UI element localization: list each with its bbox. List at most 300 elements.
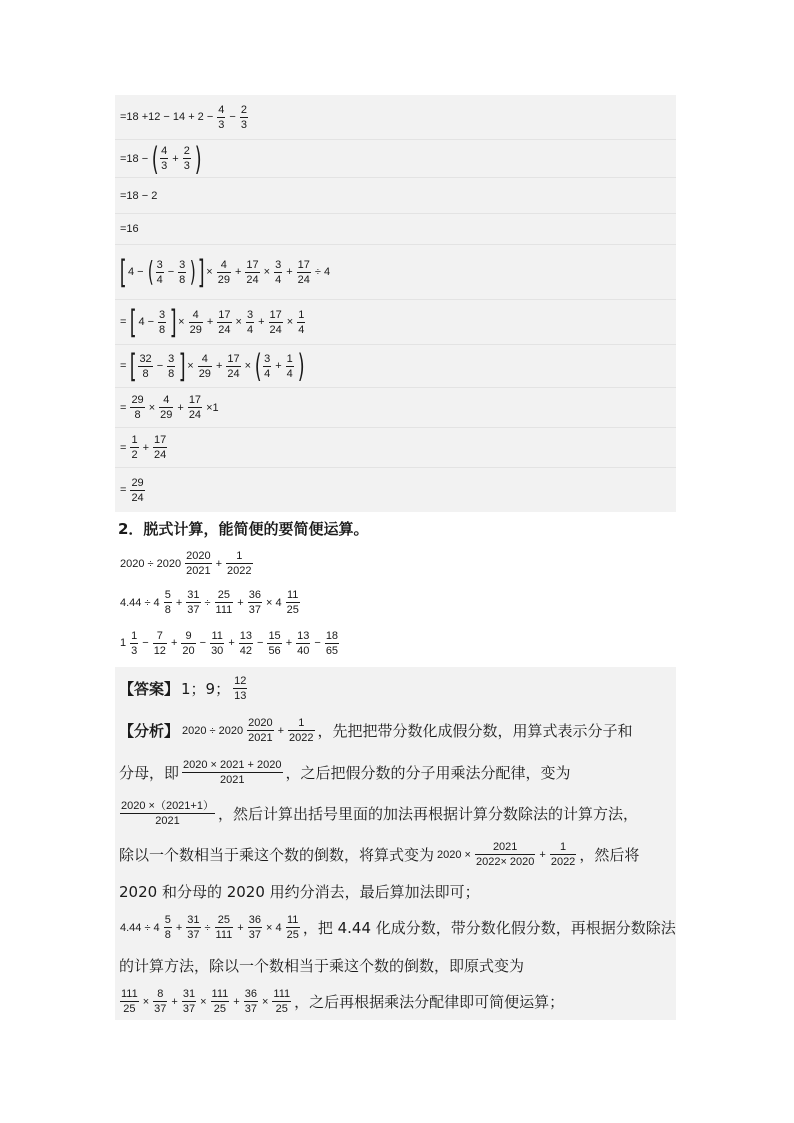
math-text: × 4 <box>265 596 282 609</box>
step-row <box>115 140 676 178</box>
denominator: 30 <box>211 644 224 657</box>
math-text: + <box>275 360 282 372</box>
denominator: 4 <box>275 273 282 286</box>
math-text: − <box>167 266 175 278</box>
math-text: = <box>120 441 127 454</box>
denominator: 3 <box>161 160 168 172</box>
math-text: × <box>244 360 252 372</box>
prose-text: 2020 和分母的 2020 用约分消去，最后算加法即可； <box>119 882 480 901</box>
denominator: 24 <box>269 323 282 336</box>
numerator: 3 <box>159 308 166 321</box>
fraction <box>248 914 262 941</box>
numerator: 3 <box>246 308 254 321</box>
numerator: 31 <box>187 914 200 926</box>
numerator: 4 <box>218 103 225 116</box>
question-section <box>115 512 676 664</box>
math-text: 4.44 ÷ 4 <box>120 596 160 609</box>
denominator: 37 <box>182 1003 196 1015</box>
numerator: 25 <box>217 914 231 926</box>
fraction <box>130 630 138 657</box>
math-text: × 4 <box>265 921 282 934</box>
denominator: 65 <box>325 644 339 657</box>
denominator: 29 <box>160 409 173 421</box>
math-text: =18 +12 − 14 + 2 − <box>120 111 214 123</box>
math-text: + <box>258 316 265 328</box>
numerator: 111 <box>121 988 138 1000</box>
numerator: 3 <box>156 258 163 271</box>
answer-row <box>115 834 676 875</box>
numerator: 11 <box>211 629 223 642</box>
fraction <box>130 434 138 461</box>
prose-text: ，之后把假分数的分子用乘法分配律，变为 <box>285 763 571 782</box>
fraction <box>138 353 152 380</box>
fraction <box>153 434 167 461</box>
fraction <box>233 675 247 702</box>
denominator: 4 <box>286 367 293 380</box>
answer-row <box>115 875 676 907</box>
numerator: 17 <box>269 308 282 321</box>
math-text: × <box>206 266 213 278</box>
bracket-group <box>253 347 305 385</box>
fraction <box>244 988 258 1015</box>
fraction <box>267 630 281 657</box>
step-row <box>115 388 676 428</box>
denominator: 12 <box>153 644 166 657</box>
close-bracket: ) <box>194 140 202 178</box>
fraction <box>181 630 195 657</box>
fraction <box>188 394 202 421</box>
denominator: 24 <box>188 409 202 421</box>
prose-text: 除以一个数相当于乘这个数的倒数，将算式变为 <box>119 846 435 864</box>
numerator: 2 <box>240 103 247 116</box>
bracket-group <box>118 253 205 291</box>
math-text: + <box>172 152 179 165</box>
numerator: 5 <box>164 914 171 926</box>
fraction <box>245 259 259 286</box>
open-bracket: ( <box>151 140 159 178</box>
math-text: ÷ 4 <box>314 266 331 278</box>
step-row <box>115 468 676 512</box>
fraction <box>159 394 173 421</box>
prose-text: ，先把把带分数化成假分数，用算式表示分子和 <box>317 722 633 740</box>
open-bracket: ( <box>254 347 262 385</box>
numerator: 2020 ×（2021+1） <box>121 800 214 812</box>
open-bracket: [ <box>130 347 138 385</box>
numerator: 32 <box>139 352 152 365</box>
fraction <box>182 988 196 1015</box>
math-text: 2020 ÷ 2020 <box>120 557 182 570</box>
numerator: 29 <box>131 394 144 406</box>
math-text: + <box>237 596 244 609</box>
numerator: 31 <box>182 988 196 1000</box>
math-text: × <box>142 995 150 1008</box>
close-bracket: ) <box>190 255 197 288</box>
numerator: 18 <box>325 629 339 642</box>
math-text: = <box>120 401 127 414</box>
fraction <box>246 309 254 336</box>
bracket-group <box>128 303 177 341</box>
prose-text: 分母，即 <box>119 763 180 782</box>
fraction <box>274 259 282 286</box>
numerator: 3 <box>168 352 175 365</box>
fraction <box>240 104 248 131</box>
numerator: 15 <box>268 629 281 642</box>
fraction <box>215 914 234 941</box>
prose-text: ，之后再根据乘法分配律即可简便运算； <box>294 993 565 1011</box>
math-text: + <box>171 995 178 1008</box>
denominator: 37 <box>154 1003 167 1015</box>
numerator: 12 <box>234 675 247 687</box>
denominator: 8 <box>179 273 186 286</box>
math-text: 2020 × <box>437 848 471 861</box>
denominator: 3 <box>131 644 138 657</box>
numerator: 17 <box>246 258 259 271</box>
fraction <box>272 988 291 1015</box>
denominator: 40 <box>297 644 310 657</box>
fraction <box>130 394 144 421</box>
step-row <box>115 95 676 140</box>
answer-row <box>115 983 676 1020</box>
numerator: 2021 <box>492 841 518 853</box>
fraction <box>296 630 310 657</box>
step-row <box>115 178 676 214</box>
denominator: 4 <box>298 323 305 336</box>
numerator: 13 <box>239 629 252 642</box>
fraction <box>325 630 339 657</box>
denominator: 25 <box>286 604 299 616</box>
math-text: − <box>314 637 321 649</box>
answer-row <box>115 667 676 710</box>
math-text: + <box>539 848 546 861</box>
math-text: + <box>142 441 149 454</box>
denominator: 24 <box>154 449 167 461</box>
math-text: − <box>229 111 236 123</box>
open-bracket: [ <box>130 303 138 341</box>
fraction <box>226 550 252 577</box>
bracket-content <box>126 255 197 288</box>
numerator: 3 <box>264 352 271 365</box>
bracket-group <box>146 255 197 288</box>
denominator: 25 <box>272 1001 291 1015</box>
numerator: 3 <box>275 258 282 271</box>
fraction <box>211 988 230 1015</box>
numerator: 4 <box>220 258 227 271</box>
denominator: 4 <box>246 323 254 336</box>
math-text: × <box>261 995 269 1008</box>
fraction <box>248 589 262 616</box>
denominator: 29 <box>198 367 211 380</box>
math-text: × <box>187 360 194 372</box>
numerator: 4 <box>192 308 199 321</box>
numerator: 1 <box>298 308 305 321</box>
math-text: = <box>120 484 127 496</box>
denominator: 13 <box>234 690 247 702</box>
close-bracket: ] <box>198 253 205 291</box>
denominator: 2021 <box>186 565 211 577</box>
fraction <box>263 353 271 380</box>
math-text: + <box>175 596 183 609</box>
denominator: 37 <box>187 929 200 941</box>
denominator: 25 <box>211 1001 230 1015</box>
denominator: 111 <box>215 929 233 941</box>
numerator: 1 <box>236 550 243 562</box>
denominator: 2022 <box>550 856 576 868</box>
step-row <box>115 214 676 245</box>
bracket-content <box>158 145 193 172</box>
numerator: 111 <box>273 988 291 1000</box>
fraction <box>226 353 240 380</box>
denominator: 20 <box>182 644 195 657</box>
denominator: 2021 <box>182 772 282 786</box>
math-text: =16 <box>120 223 139 235</box>
numerator: 1 <box>286 352 293 365</box>
fraction <box>189 309 203 336</box>
denominator: 2022 <box>227 565 252 577</box>
fraction <box>130 477 144 504</box>
denominator: 4 <box>156 273 163 286</box>
numerator: 3 <box>179 258 186 271</box>
math-text: × <box>148 401 156 414</box>
section-label: 【分析】 <box>119 722 180 740</box>
prose-text: ，把 4.44 化成分数，带分数化假分数，再根据分数除法 <box>302 919 676 937</box>
denominator: 2022× 2020 <box>475 856 535 868</box>
prose-text: ，然后将 <box>579 846 640 864</box>
math-text: − <box>199 637 207 649</box>
step-row <box>115 245 676 300</box>
answer-row <box>115 710 676 751</box>
math-text: − <box>257 637 264 649</box>
solution-steps-panel <box>115 95 676 512</box>
close-bracket: ] <box>179 347 186 385</box>
problem-row <box>115 544 676 583</box>
fraction <box>286 353 294 380</box>
fraction <box>186 589 200 616</box>
close-bracket: ] <box>169 303 177 341</box>
fraction <box>215 589 234 616</box>
denominator: 37 <box>244 1003 257 1015</box>
fraction <box>153 988 167 1015</box>
math-text: 4.44 ÷ 4 <box>120 921 160 934</box>
math-text: 2020 ÷ 2020 <box>182 724 244 737</box>
fraction <box>178 259 186 286</box>
problem-list <box>115 544 676 664</box>
fraction <box>186 914 200 941</box>
fraction <box>120 988 139 1015</box>
fraction <box>164 914 172 941</box>
numerator: 17 <box>218 308 231 321</box>
fraction <box>288 717 314 744</box>
math-text: + <box>215 557 223 570</box>
numerator: 4 <box>161 145 168 157</box>
denominator: 8 <box>168 367 175 380</box>
fraction <box>297 309 305 336</box>
numerator: 5 <box>164 589 171 601</box>
numerator: 11 <box>286 589 299 601</box>
numerator: 4 <box>163 394 170 406</box>
numerator: 13 <box>297 629 310 642</box>
bracket-content <box>136 309 168 336</box>
denominator: 2022 <box>289 732 314 744</box>
denominator: 42 <box>239 644 252 657</box>
denominator: 29 <box>189 323 202 336</box>
math-text: × <box>200 995 207 1008</box>
numerator: 11 <box>286 914 299 926</box>
fraction <box>183 145 191 172</box>
fraction <box>247 717 273 744</box>
fraction <box>286 589 300 616</box>
denominator: 8 <box>130 407 144 421</box>
denominator: 8 <box>164 929 171 941</box>
numerator: 2020 × 2021 + 2020 <box>183 758 282 771</box>
denominator: 29 <box>217 273 230 286</box>
denominator: 37 <box>187 604 200 616</box>
math-text: 4 − <box>128 266 144 278</box>
denominator: 24 <box>227 367 240 380</box>
numerator: 9 <box>185 629 192 642</box>
problem-row <box>115 622 676 664</box>
numerator: 17 <box>227 352 240 365</box>
numerator: 2020 <box>186 550 211 562</box>
numerator: 36 <box>248 589 261 601</box>
math-text: + <box>277 724 285 737</box>
denominator: 111 <box>215 604 233 616</box>
answer-row <box>115 751 676 793</box>
math-text: + <box>285 637 293 649</box>
math-text: × <box>286 316 294 328</box>
denominator: 8 <box>159 323 166 336</box>
math-text: × <box>178 316 185 328</box>
denominator: 25 <box>286 929 299 941</box>
fraction <box>156 259 164 286</box>
math-text: + <box>175 921 183 934</box>
denominator: 24 <box>218 323 231 336</box>
denominator: 24 <box>246 273 259 286</box>
bracket-content <box>136 353 177 380</box>
math-text: ×1 <box>206 401 219 414</box>
fraction <box>217 259 231 286</box>
bracket-group <box>150 140 202 178</box>
fraction <box>550 841 576 868</box>
math-text: 4 − <box>138 316 155 328</box>
prose-text: ，然后计算出括号里面的加法再根据计算分数除法的计算方法， <box>217 805 638 823</box>
numerator: 36 <box>248 914 261 926</box>
numerator: 4 <box>201 352 208 365</box>
fraction <box>210 630 224 657</box>
fraction <box>167 353 175 380</box>
denominator: 24 <box>297 273 310 286</box>
section-label: 【答案】 <box>119 680 180 698</box>
numerator: 1 <box>131 629 138 642</box>
math-text: + <box>206 316 214 328</box>
numerator: 7 <box>156 629 163 642</box>
math-text: + <box>228 637 235 649</box>
math-text: =18 − <box>120 152 149 165</box>
denominator: 3 <box>218 118 225 131</box>
fraction <box>153 630 167 657</box>
math-text: = <box>120 316 127 328</box>
numerator: 1 <box>560 841 567 853</box>
fraction <box>269 309 283 336</box>
math-text: + <box>177 401 184 414</box>
numerator: 29 <box>131 476 144 489</box>
prose-text: 1；9； <box>181 680 231 698</box>
fraction <box>164 589 172 616</box>
math-text: ÷ <box>204 596 211 609</box>
answer-row <box>115 793 676 834</box>
math-text: =18 − 2 <box>120 189 158 202</box>
denominator: 2021 <box>248 732 273 744</box>
math-text: + <box>170 637 178 649</box>
fraction <box>297 259 311 286</box>
denominator: 37 <box>248 929 261 941</box>
denominator: 24 <box>131 491 144 504</box>
numerator: 17 <box>188 394 202 406</box>
fraction <box>475 841 535 868</box>
denominator: 8 <box>164 604 171 616</box>
math-text: + <box>237 921 244 934</box>
denominator: 25 <box>120 1001 139 1015</box>
denominator: 2021 <box>120 813 215 827</box>
answer-row <box>115 948 676 983</box>
math-text: + <box>233 995 240 1008</box>
fraction <box>182 759 282 786</box>
step-row <box>115 345 676 388</box>
fraction <box>185 550 211 577</box>
answer-row <box>115 907 676 948</box>
denominator: 4 <box>264 367 271 380</box>
numerator: 17 <box>154 434 167 446</box>
close-bracket: ) <box>297 347 305 385</box>
math-text: + <box>234 266 242 278</box>
math-text: + <box>286 266 293 278</box>
fraction <box>217 309 231 336</box>
fraction <box>198 353 212 380</box>
math-text: + <box>215 360 223 372</box>
numerator: 2020 <box>248 717 273 729</box>
question-heading: 2．脱式计算，能简便的要简便运算。 <box>118 519 369 538</box>
open-bracket: ( <box>147 255 154 288</box>
math-text: − <box>142 637 149 649</box>
numerator: 31 <box>187 589 200 601</box>
math-text: × <box>235 316 242 328</box>
fraction <box>217 104 225 131</box>
math-text: − <box>156 360 164 372</box>
fraction <box>120 800 215 827</box>
denominator: 3 <box>183 160 190 172</box>
math-text: = <box>120 360 127 372</box>
open-bracket: [ <box>119 253 127 291</box>
numerator: 1 <box>298 717 305 729</box>
fraction <box>160 145 168 172</box>
denominator: 37 <box>248 604 261 616</box>
fraction <box>286 914 300 941</box>
math-text: ÷ <box>204 921 211 934</box>
denominator: 56 <box>268 644 281 657</box>
bracket-content <box>261 353 296 380</box>
bracket-content <box>154 259 189 286</box>
math-text: 1 <box>120 637 127 649</box>
numerator: 25 <box>217 589 231 601</box>
numerator: 8 <box>157 988 164 1000</box>
denominator: 3 <box>240 118 247 131</box>
problem-row <box>115 583 676 622</box>
numerator: 111 <box>211 988 229 1000</box>
fraction <box>239 630 253 657</box>
denominator: 8 <box>138 366 152 380</box>
numerator: 17 <box>297 258 310 271</box>
bracket-group <box>128 347 186 385</box>
fraction <box>158 309 166 336</box>
